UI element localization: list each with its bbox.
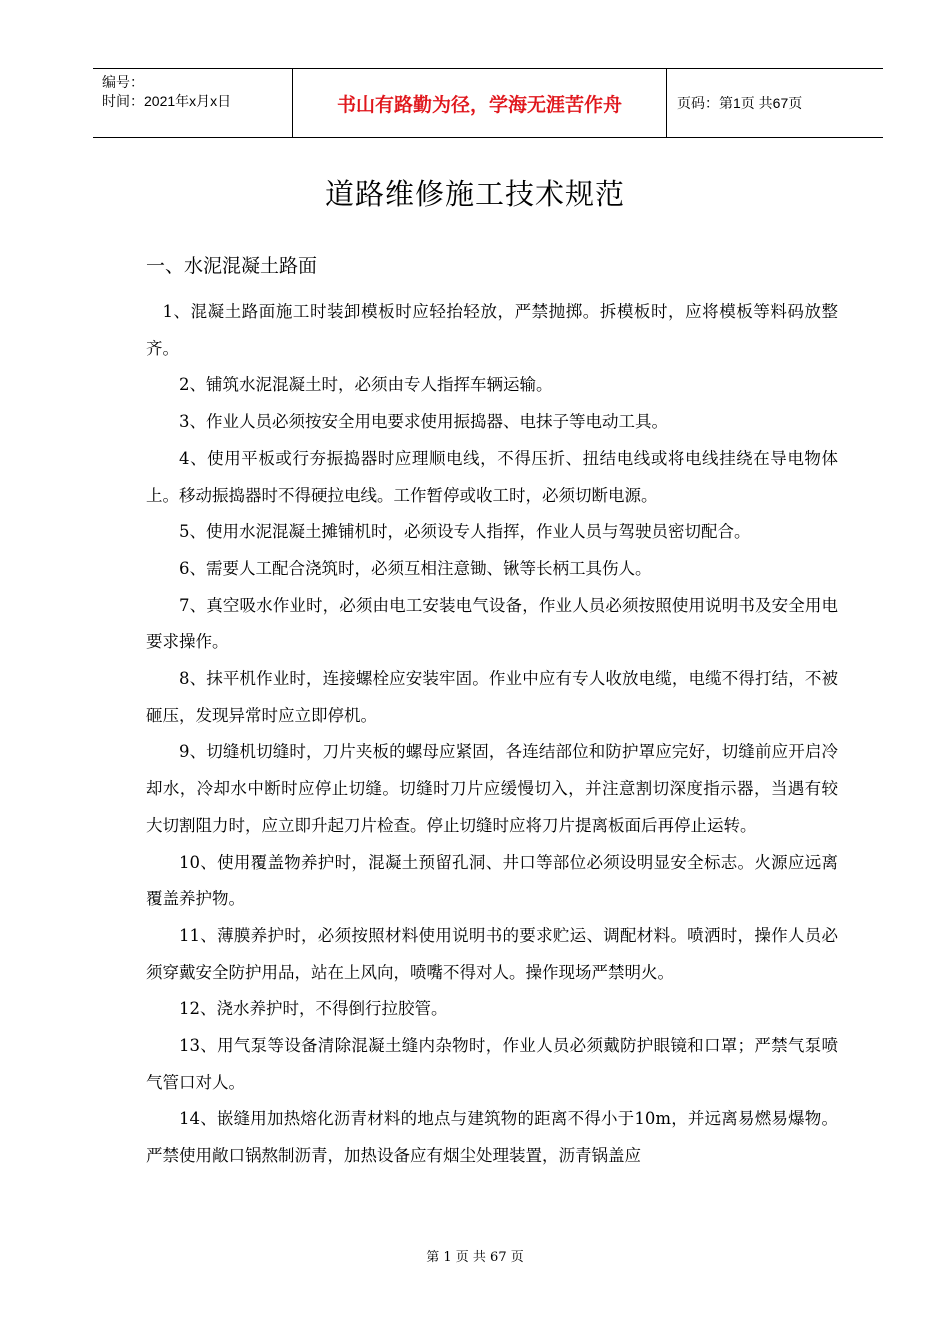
paragraph: 11、薄膜养护时，必须按照材料使用说明书的要求贮运、调配材料。喷洒时，操作人员必须穿戴安全防护用品，站在上风向，喷嘴不得对人。操作现场严禁明火。: [146, 925, 838, 982]
paragraph: 4、使用平板或行夯振捣器时应理顺电线，不得压折、扭结电线或将电线挂绕在导电物体上。移动振捣器时不得硬拉电线。工作暂停或收工时，必须切断电源。: [146, 448, 838, 505]
paragraph: 5、使用水泥混凝土摊铺机时，必须设专人指挥，作业人员与驾驶员密切配合。: [179, 522, 751, 542]
header-motto: 书山有路勤为径，学海无涯苦作舟: [293, 69, 667, 137]
paragraph: 14、嵌缝用加热熔化沥青材料的地点与建筑物的距离不得小于10m，并远离易燃易爆物。严禁使用敞口锅熬制沥青，加热设备应有烟尘处理装置，沥青锅盖应: [146, 1109, 838, 1166]
header-page-info: 页码：第1页 共67页: [677, 95, 803, 111]
section-heading: 一、水泥混凝土路面: [146, 255, 318, 277]
paragraph: 3、作业人员必须按安全用电要求使用振捣器、电抹子等电动工具。: [179, 412, 668, 432]
header-meta: [93, 69, 293, 137]
page-footer: 第 1 页 共 67 页: [426, 1250, 524, 1265]
paragraph: 1、混凝土路面施工时装卸模板时应轻抬轻放，严禁抛掷。拆模板时，应将模板等料码放整齐。: [146, 302, 838, 358]
document-header: [93, 68, 883, 138]
paragraph: 2、铺筑水泥混凝土时，必须由专人指挥车辆运输。: [179, 375, 553, 395]
time-label: 时间：2021年x月x日: [102, 93, 232, 109]
paragraph: 8、抹平机作业时，连接螺栓应安装牢固。作业中应有专人收放电缆，电缆不得打结，不被砸压，发现异常时应立即停机。: [146, 669, 838, 725]
number-label: 编号：: [102, 74, 144, 90]
paragraph: 9、切缝机切缝时，刀片夹板的螺母应紧固，各连结部位和防护罩应完好，切缝前应开启冷却水，冷却水中断时应停止切缝。切缝时刀片应缓慢切入，并注意割切深度指示器，当遇有较大切割阻力时，应立即升起刀片检查。停止切缝时应将刀片提离板面后再停止运转。: [146, 742, 838, 835]
paragraph: 7、真空吸水作业时，必须由电工安装电气设备，作业人员必须按照使用说明书及安全用电要求操作。: [146, 595, 838, 652]
document-title: 道路维修施工技术规范: [324, 177, 625, 211]
body-text: [146, 294, 838, 1175]
paragraph: 12、浇水养护时，不得倒行拉胶管。: [179, 999, 448, 1019]
paragraph: 10、使用覆盖物养护时，混凝土预留孔洞、井口等部位必须设明显安全标志。火源应远离覆盖养护物。: [146, 852, 838, 909]
paragraph: 6、需要人工配合浇筑时，必须互相注意锄、锹等长柄工具伤人。: [179, 558, 652, 578]
paragraph: 13、用气泵等设备清除混凝土缝内杂物时，作业人员必须戴防护眼镜和口罩；严禁气泵喷气管口对人。: [146, 1036, 838, 1092]
